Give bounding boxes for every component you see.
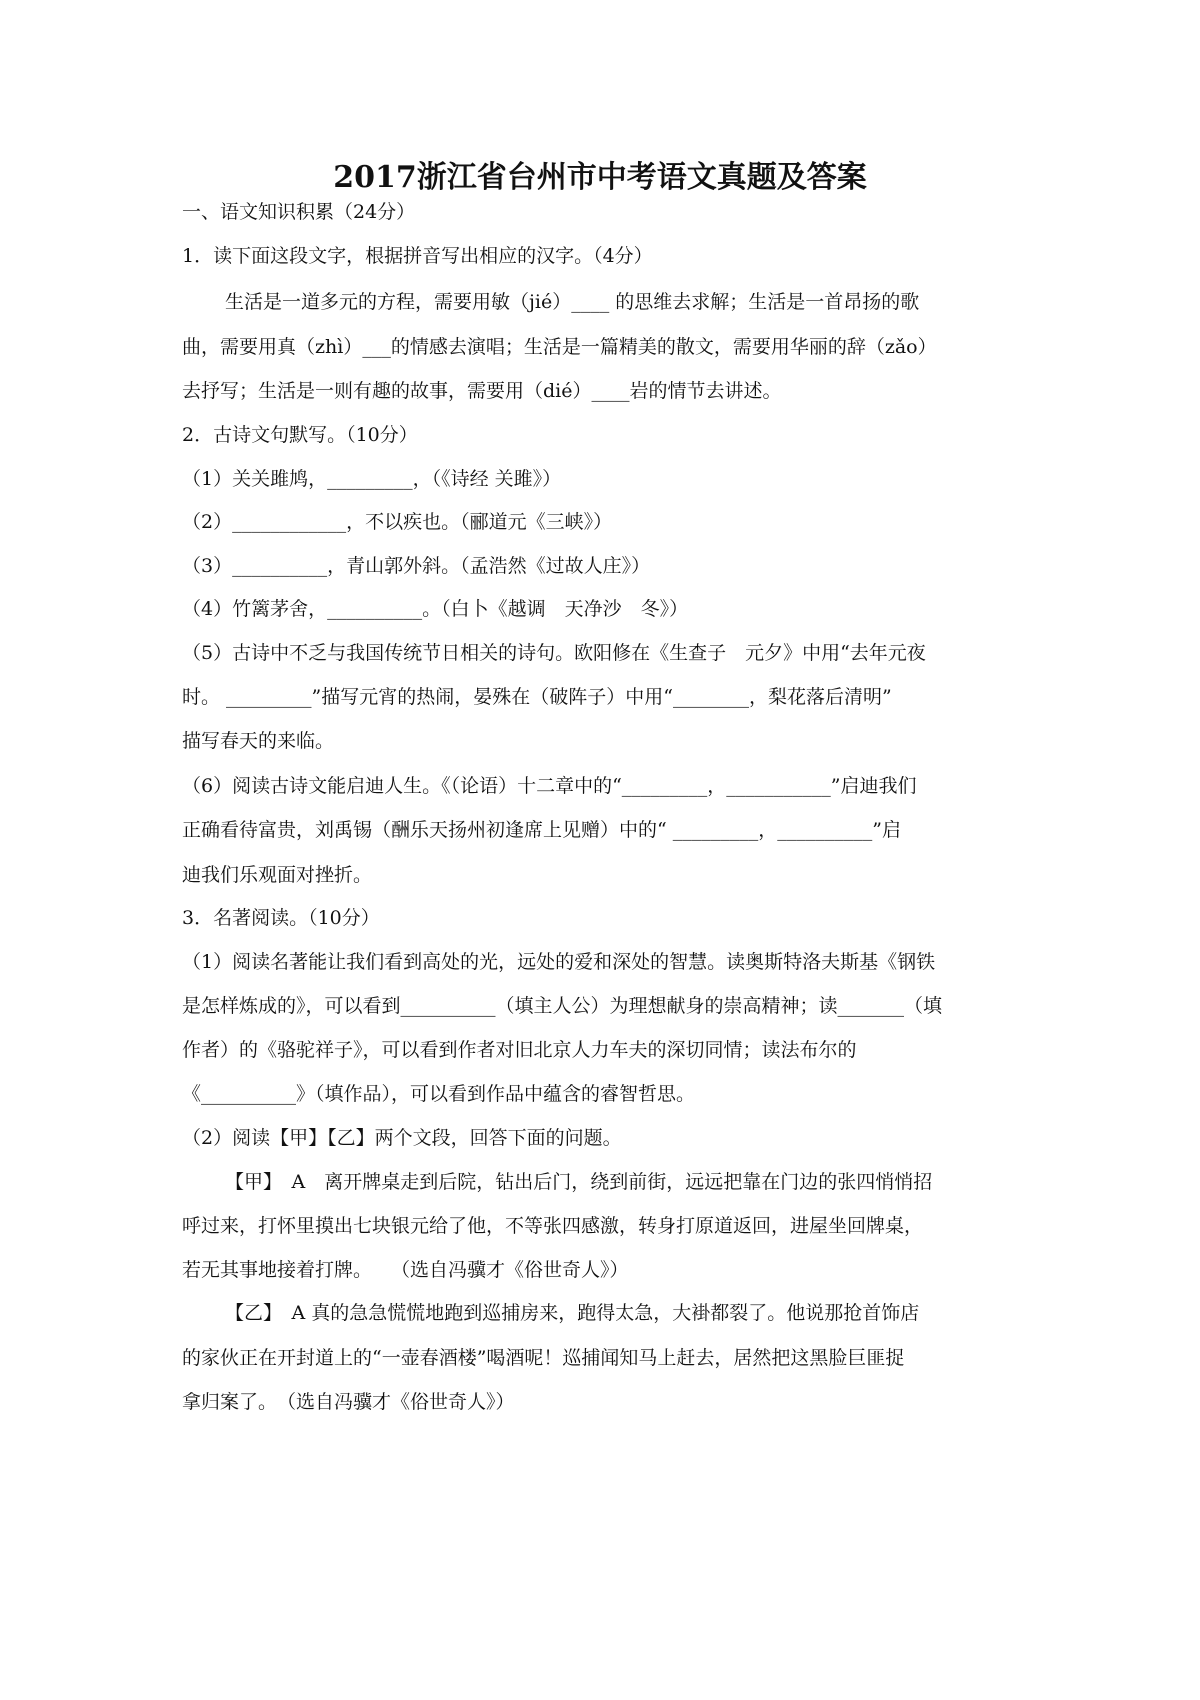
question-line: 《__________》（填作品），可以看到作品中蕴含的睿智哲思。 <box>182 1083 696 1105</box>
question-line: （1）关关雎鸠，_________，（《诗经 关雎》） <box>182 468 562 490</box>
passage-jia-line: 呼过来，打怀里摸出七块银元给了他，不等张四感激，转身打原道返回，进屋坐回牌桌， <box>182 1215 924 1237</box>
question-line: （2）____________，不以疾也。（郦道元《三峡》） <box>182 511 613 533</box>
question-line: 描写春天的来临。 <box>182 730 335 752</box>
paragraph-line: 生活是一道多元的方程，需要用敏（jié）____ 的思维去求解；生活是一首昂扬的歌 <box>225 291 920 313</box>
question-3: 3．名著阅读。（10分） <box>182 907 380 929</box>
question-line: （6）阅读古诗文能启迪人生。《（论语）十二章中的“_________，___________”启迪我们 <box>182 775 917 797</box>
question-line: （3）__________，青山郭外斜。（孟浩然《过故人庄》） <box>182 555 651 577</box>
question-line: 时。 _________”描写元宵的热闹，晏殊在（破阵子）中用“________，梨花落后清明” <box>182 686 892 708</box>
question-line: （2）阅读【甲】【乙】两个文段，回答下面的问题。 <box>182 1127 622 1149</box>
question-line: 迪我们乐观面对挫折。 <box>182 864 373 886</box>
question-line: 正确看待富贵，刘禹锡（酬乐天扬州初逢席上见赠）中的“ _________，__________”启 <box>182 819 901 841</box>
question-line: 作者）的《骆驼祥子》，可以看到作者对旧北京人力车夫的深切同情；读法布尔的 <box>182 1039 857 1061</box>
question-line: （4）竹篱茅舍，__________。（白卜《越调 天净沙 冬》） <box>182 598 689 620</box>
passage-yi-line: 【乙】 A 真的急急慌慌地跑到巡捕房来，跑得太急，大褂都裂了。他说那抢首饰店 <box>225 1302 920 1324</box>
question-2: 2．古诗文句默写。（10分） <box>182 424 418 446</box>
question-line: （1）阅读名著能让我们看到高处的光，远处的爱和深处的智慧。读奥斯特洛夫斯基《钢铁 <box>182 951 936 973</box>
document-title: 2017浙江省台州市中考语文真题及答案 <box>333 160 867 195</box>
question-line: 是怎样炼成的》，可以看到__________（填主人公）为理想献身的崇高精神；读_______（填 <box>182 995 943 1017</box>
paragraph-line: 曲，需要用真（zhì）___的情感去演唱；生活是一篇精美的散文，需要用华丽的辞（zǎo） <box>182 336 937 358</box>
question-1: 1．读下面这段文字，根据拼音写出相应的汉字。（4分） <box>182 245 653 267</box>
paragraph-line: 去抒写；生活是一则有趣的故事，需要用（dié）____岩的情节去讲述。 <box>182 380 782 402</box>
passage-yi-line: 拿归案了。 （选自冯骥才《俗世奇人》） <box>182 1391 515 1413</box>
question-line: （5）古诗中不乏与我国传统节日相关的诗句。欧阳修在《生查子 元夕》中用“去年元夜 <box>182 642 926 664</box>
passage-jia-line: 【甲】 A 离开牌桌走到后院，钻出后门，绕到前街，远远把靠在门边的张四悄悄招 <box>225 1171 933 1193</box>
section-heading: 一、语文知识积累（24分） <box>182 201 416 223</box>
passage-yi-line: 的家伙正在开封道上的“一壶春酒楼”喝酒呢！巡捕闻知马上赶去，居然把这黑脸巨匪捉 <box>182 1347 905 1369</box>
passage-jia-line: 若无其事地接着打牌。 （选自冯骥才《俗世奇人》） <box>182 1259 629 1281</box>
